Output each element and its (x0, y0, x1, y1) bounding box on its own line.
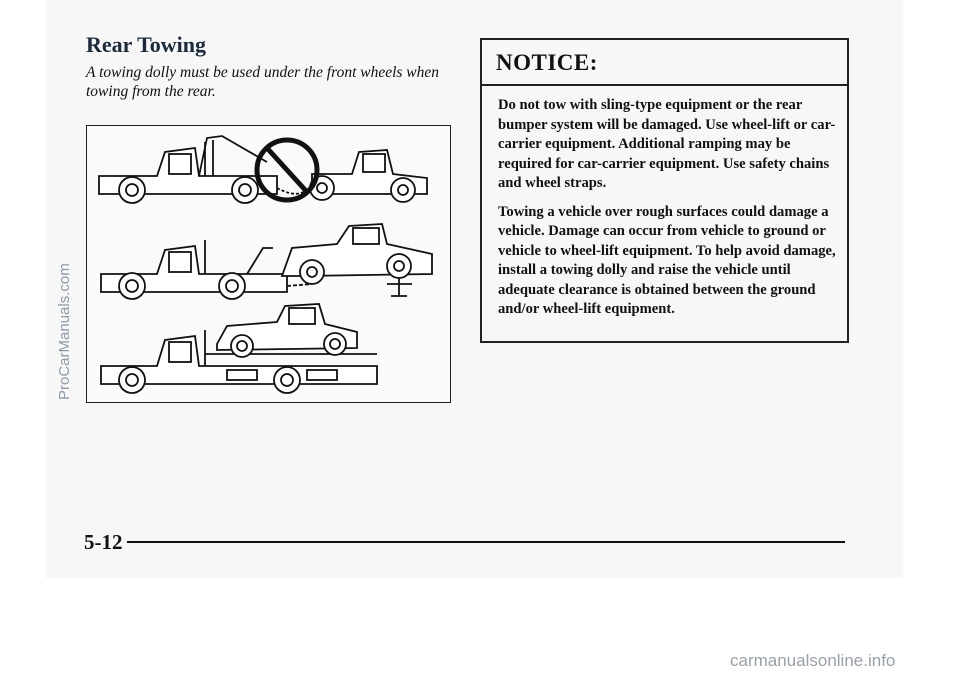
towing-diagram (87, 126, 450, 402)
notice-body (498, 96, 838, 329)
section-heading: Rear Towing (86, 32, 207, 57)
notice-paragraph: Do not tow with sling-type equipment or the rear bumper system will be damaged. Use wheel-lift or car-carrier equipment. Additional ramping may be required for car-carrier equipment. Use safety chains and wheel straps. (498, 97, 836, 191)
notice-title: NOTICE: (496, 50, 598, 75)
notice-paragraph: Towing a vehicle over rough surfaces could damage a vehicle. Damage can occur from vehicle to ground or vehicle to wheel-lift equipment. To help avoid damage, install a towing dolly and raise the vehicle until adequate clearance is obtained between the ground and/or wheel-lift equipment. (498, 203, 836, 317)
section-subtitle: A towing dolly must be used under the front wheels when towing from the rear. (86, 64, 440, 100)
panel-wheel-lift-tow (101, 224, 432, 299)
panel-sling-tow (99, 136, 427, 203)
panel-car-carrier-tow (101, 304, 377, 393)
page-number: 5-12 (84, 530, 123, 554)
footer-watermark: carmanualsonline.info (730, 651, 896, 670)
footer-rule (127, 541, 845, 543)
notice-header (482, 40, 847, 86)
towing-illustration (86, 125, 451, 403)
side-watermark: ProCarManuals.com (56, 263, 73, 400)
notice-box (480, 38, 849, 343)
